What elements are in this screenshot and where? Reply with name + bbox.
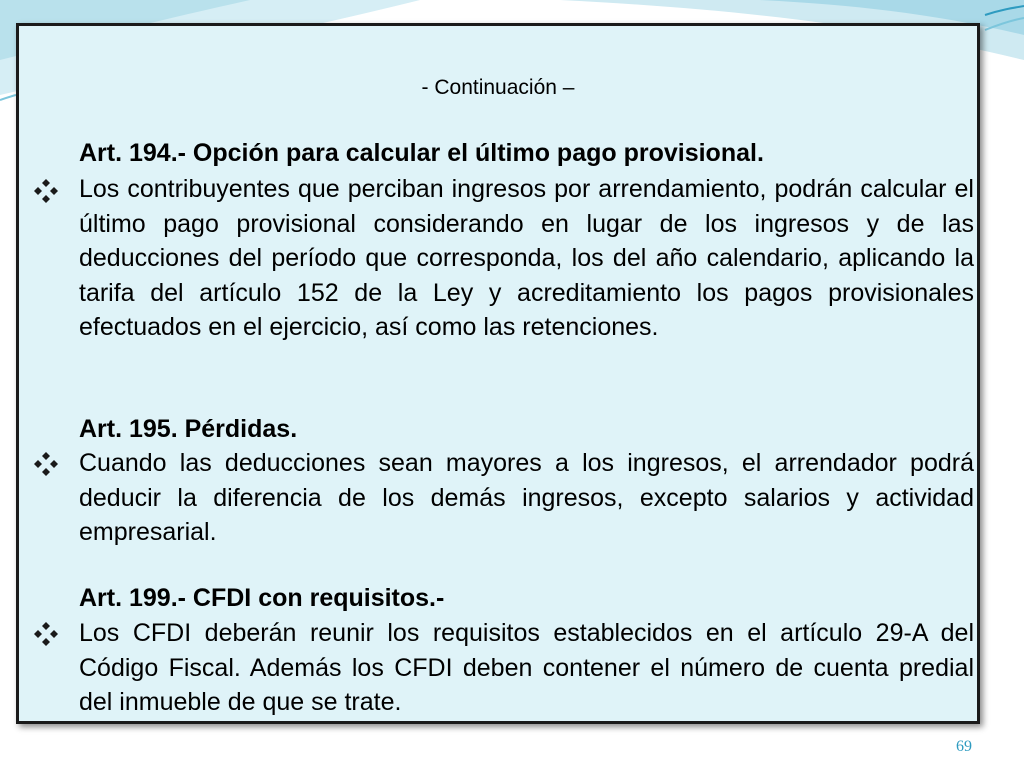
article-text: Los contribuyentes que perciban ingresos por arrendamiento, podrán calcular el último pago provisional considerando en lugar de los ingresos y de las deducciones del período que corresponda, los del año calendario, aplicando la tarifa del artículo 152 de la Ley y acreditamiento los pagos provisionales efectuados en el ejercicio, así como las retenciones. [79, 175, 974, 341]
content-box [16, 23, 980, 724]
article-heading: Art. 195. Pérdidas. [79, 415, 298, 443]
diamond-four-petal-icon [33, 451, 59, 477]
article-heading: Art. 194.- Opción para calcular el último pago provisional. [79, 139, 764, 167]
diamond-four-petal-icon [33, 178, 59, 204]
article-text: Cuando las deducciones sean mayores a los ingresos, el arrendador podrá deducir la diferencia de los demás ingresos, excepto salarios y actividad empresarial. [79, 449, 974, 546]
diamond-four-petal-icon [33, 621, 59, 647]
continuation-label: - Continuación – [421, 76, 575, 99]
article-text: Los CFDI deberán reunir los requisitos establecidos en el artículo 29-A del Código Fiscal. Además los CFDI deben contener el número de cuenta predial del inmueble de que se trate. [79, 619, 974, 716]
article-heading: Art. 199.- CFDI con requisitos.- [79, 584, 445, 612]
page-number: 69 [956, 738, 972, 755]
